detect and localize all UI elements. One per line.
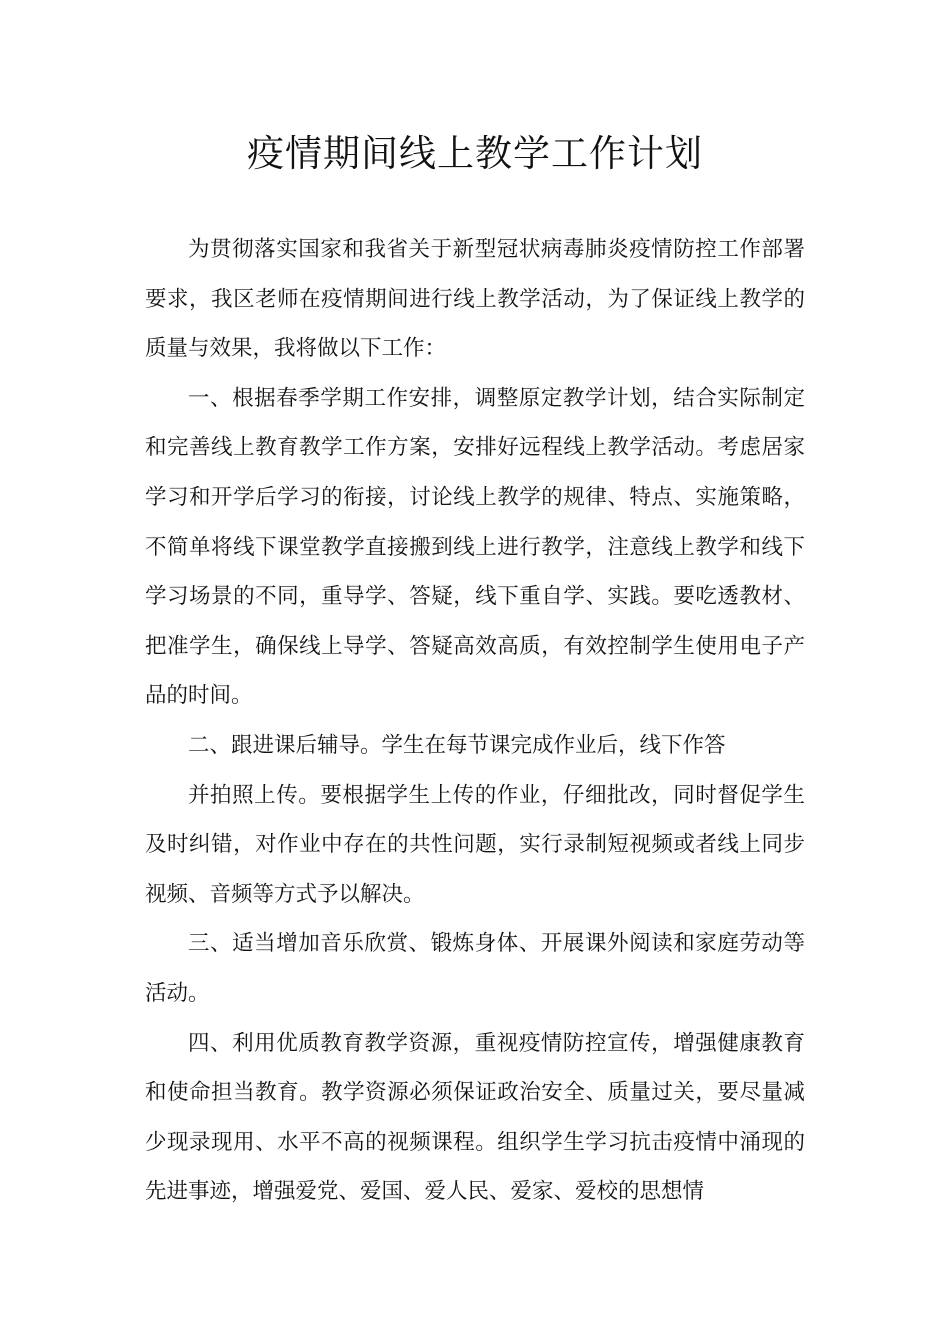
document-title: 疫情期间线上教学工作计划 <box>247 132 703 175</box>
paragraph-item-1: 一、根据春季学期工作安排，调整原定教学计划，结合实际制定和完善线上教育教学工作方案，安排好远程线上教学活动。考虑居家学习和开学后学习的衔接，讨论线上教学的规律、特点、实施策略，不简单将线下课堂教学直接搬到线上进行教学，注意线上教学和线下学习场景的不同，重导学、答疑，线下重自学、实践。要吃透教材、把准学生，确保线上导学、答疑高效高质，有效控制学生使用电子产品的时间。 <box>145 385 805 709</box>
paragraph-item-3: 三、适当增加音乐欣赏、锻炼身体、开展课外阅读和家庭劳动等活动。 <box>145 931 805 1006</box>
paragraph-item-2-continued: 并拍照上传。要根据学生上传的作业，仔细批改，同时督促学生及时纠错，对作业中存在的共性问题，实行录制短视频或者线上同步视频、音频等方式予以解决。 <box>145 782 805 907</box>
paragraph-item-2: 二、跟进课后辅导。学生在每节课完成作业后，线下作答 <box>188 732 726 758</box>
paragraph-item-4: 四、利用优质教育教学资源，重视疫情防控宣传，增强健康教育和使命担当教育。教学资源必须保证政治安全、质量过关，要尽量减少现录现用、水平不高的视频课程。组织学生学习抗击疫情中涌现的先进事迹，增强爱党、爱国、爱人民、爱家、爱校的思想情 <box>145 1030 805 1205</box>
document-body <box>145 225 805 1217</box>
paragraph-intro: 为贯彻落实国家和我省关于新型冠状病毒肺炎疫情防控工作部署要求，我区老师在疫情期间进行线上教学活动，为了保证线上教学的质量与效果，我将做以下工作： <box>145 237 805 362</box>
